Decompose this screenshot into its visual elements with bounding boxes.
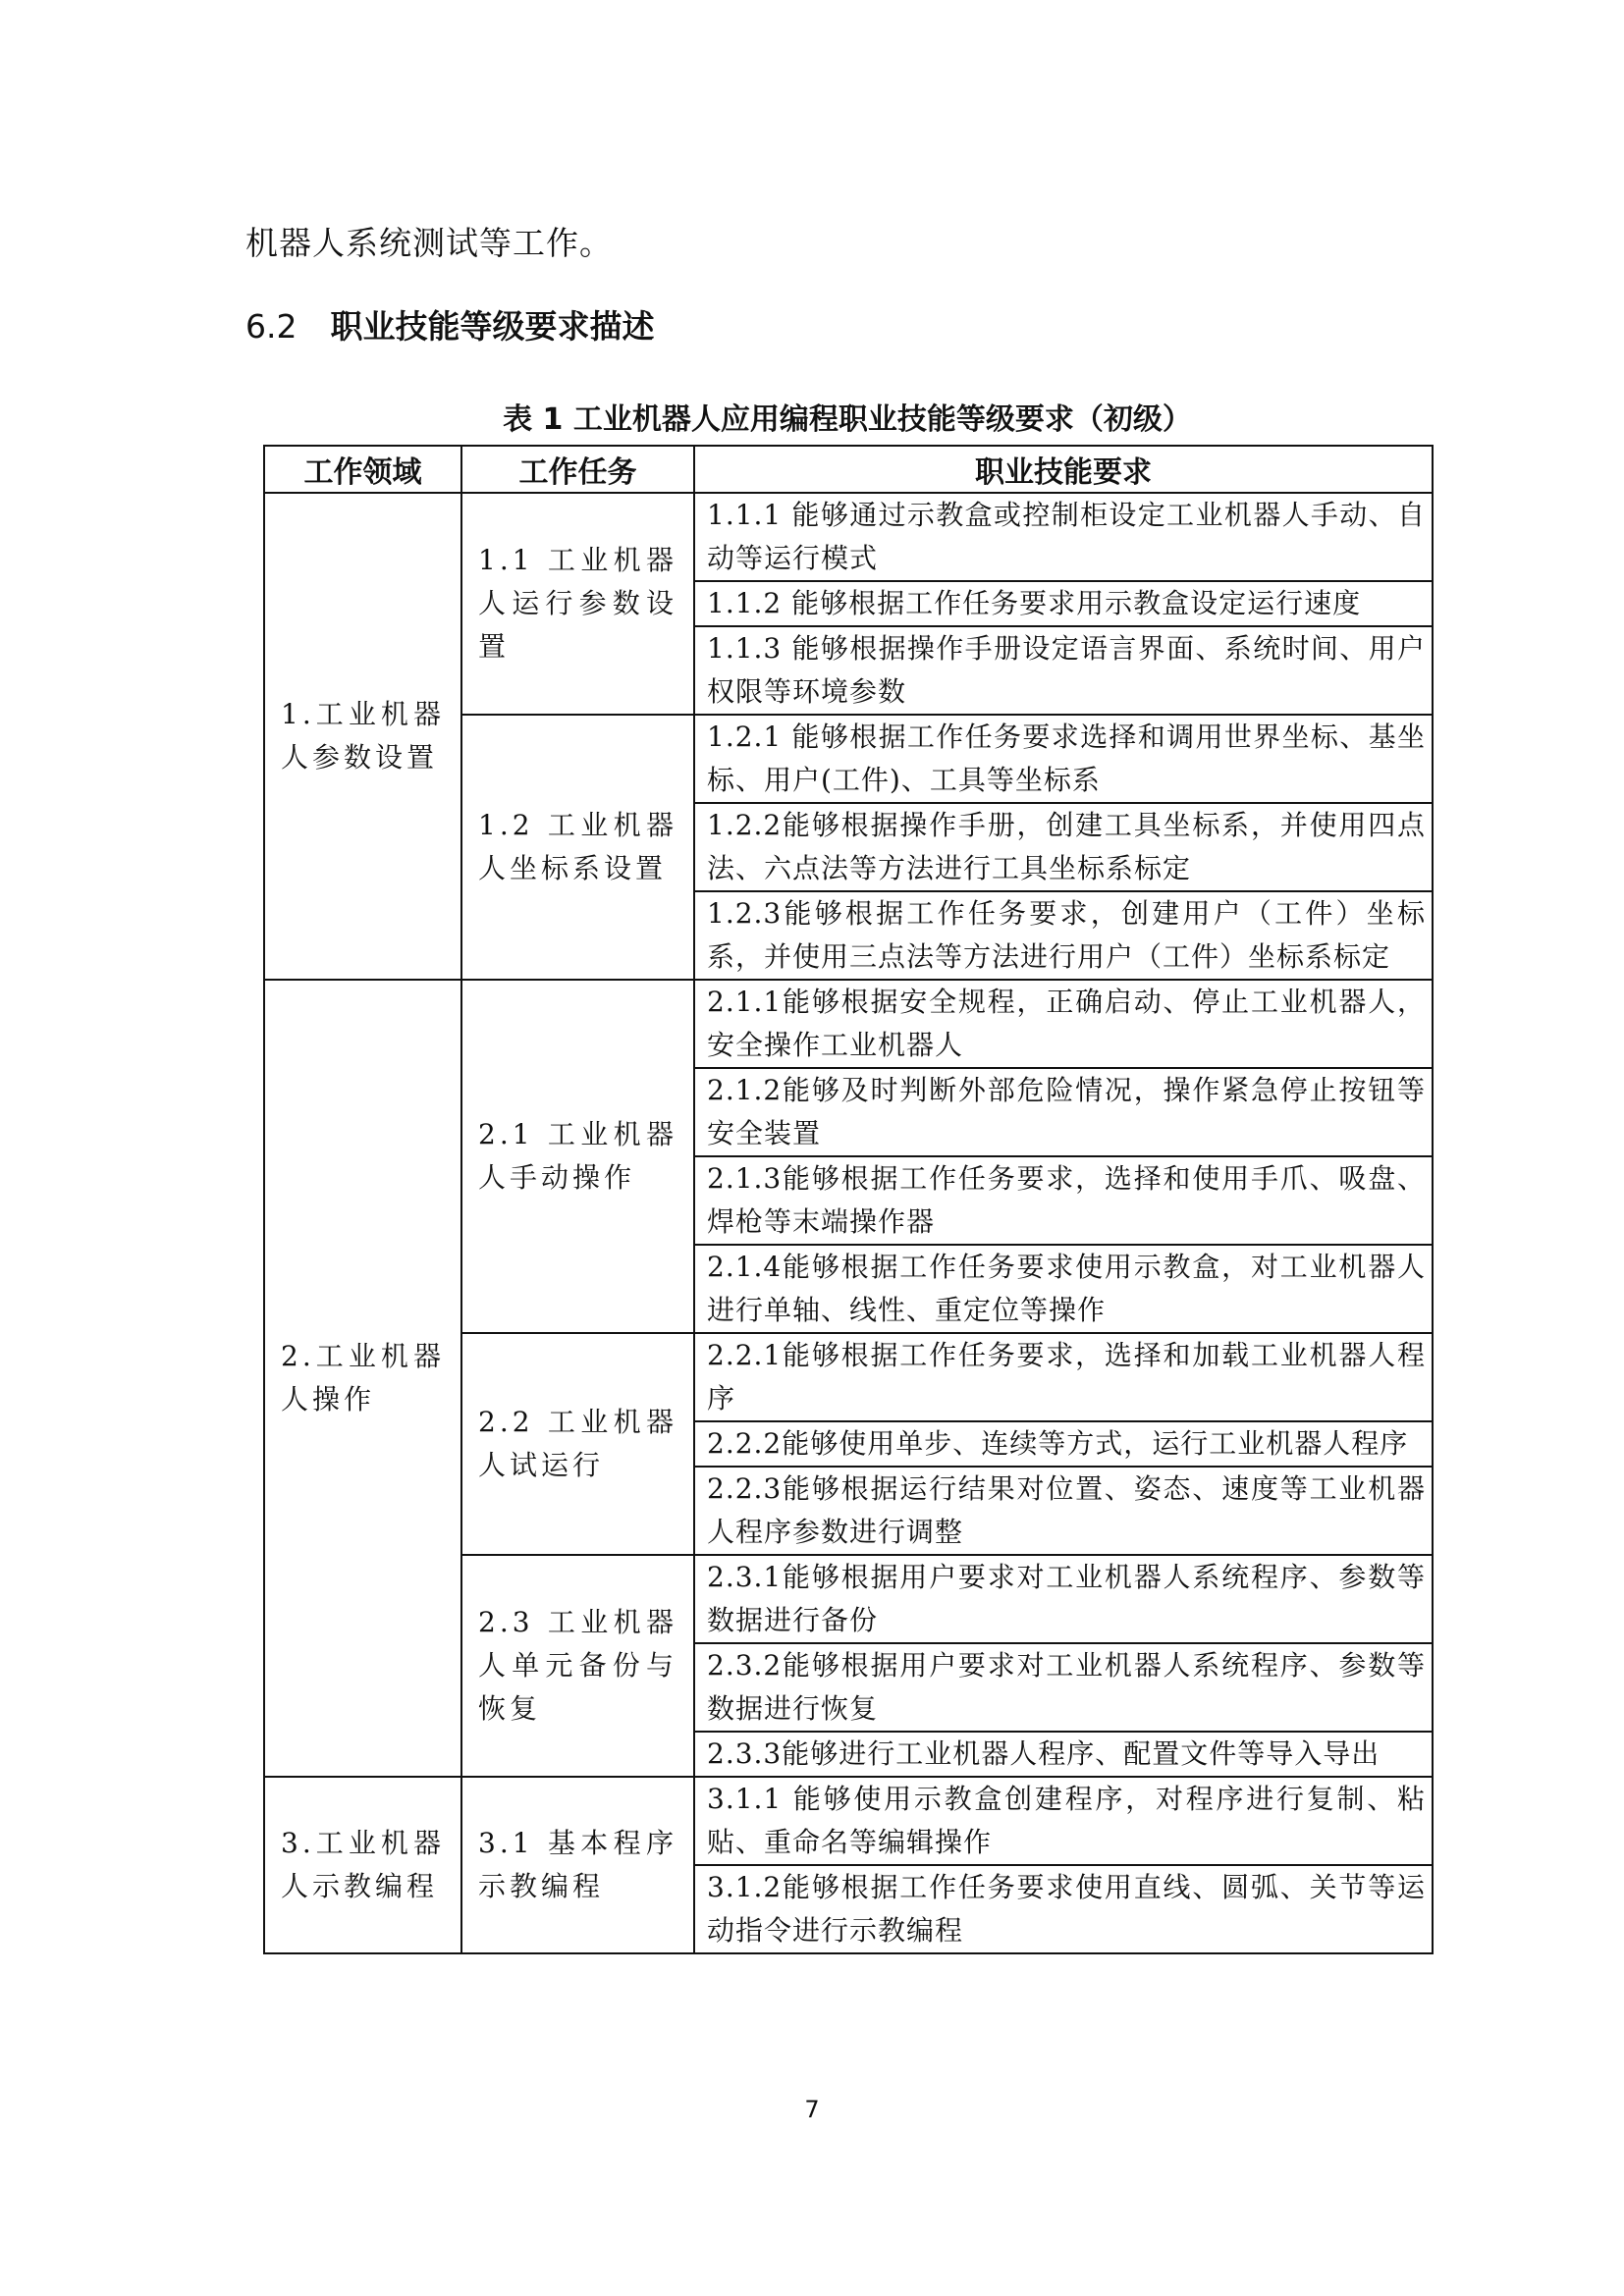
skill-requirement-cell: 2.1.1能够根据安全规程，正确启动、停止工业机器人，安全操作工业机器人 — [694, 980, 1433, 1068]
work-task-cell: 3.1 基本程序示教编程 — [461, 1777, 694, 1953]
skills-table — [263, 445, 1434, 1954]
work-domain-cell: 3.工业机器人示教编程 — [264, 1777, 461, 1953]
work-domain-cell: 2.工业机器人操作 — [264, 980, 461, 1777]
skill-requirement-cell: 1.1.3 能够根据操作手册设定语言界面、系统时间、用户权限等环境参数 — [694, 626, 1433, 715]
header-work-task: 工作任务 — [461, 446, 694, 493]
skill-requirement-cell: 1.1.1 能够通过示教盒或控制柜设定工业机器人手动、自动等运行模式 — [694, 493, 1433, 581]
skill-requirement-cell: 2.1.4能够根据工作任务要求使用示教盒，对工业机器人进行单轴、线性、重定位等操作 — [694, 1245, 1433, 1333]
section-heading — [245, 301, 654, 347]
page-number: 7 — [804, 2096, 820, 2123]
skill-requirement-cell: 3.1.1 能够使用示教盒创建程序，对程序进行复制、粘贴、重命名等编辑操作 — [694, 1777, 1433, 1865]
table-caption: 表 1 工业机器人应用编程职业技能等级要求（初级） — [503, 402, 1192, 437]
work-task-cell: 1.2 工业机器人坐标系设置 — [461, 715, 694, 980]
skill-requirement-cell: 3.1.2能够根据工作任务要求使用直线、圆弧、关节等运动指令进行示教编程 — [694, 1865, 1433, 1953]
work-task-cell: 2.1 工业机器人手动操作 — [461, 980, 694, 1333]
work-task-cell: 1.1 工业机器人运行参数设置 — [461, 493, 694, 715]
header-work-domain: 工作领域 — [264, 446, 461, 493]
header-skill-requirement: 职业技能要求 — [694, 446, 1433, 493]
skill-requirement-cell: 2.3.3能够进行工业机器人程序、配置文件等导入导出 — [694, 1732, 1433, 1777]
skill-requirement-cell: 2.2.3能够根据运行结果对位置、姿态、速度等工业机器人程序参数进行调整 — [694, 1467, 1433, 1555]
skill-requirement-cell: 2.2.2能够使用单步、连续等方式，运行工业机器人程序 — [694, 1421, 1433, 1467]
skill-requirement-cell: 1.2.3能够根据工作任务要求，创建用户（工件）坐标系，并使用三点法等方法进行用户（工件）坐标系标定 — [694, 891, 1433, 980]
skill-requirement-cell: 1.2.2能够根据操作手册，创建工具坐标系，并使用四点法、六点法等方法进行工具坐标系标定 — [694, 803, 1433, 891]
skill-requirement-cell: 1.2.1 能够根据工作任务要求选择和调用世界坐标、基坐标、用户(工件)、工具等坐标系 — [694, 715, 1433, 803]
work-task-cell: 2.3 工业机器人单元备份与恢复 — [461, 1555, 694, 1777]
section-title: 职业技能等级要求描述 — [330, 307, 655, 346]
skill-requirement-cell: 2.3.2能够根据用户要求对工业机器人系统程序、参数等数据进行恢复 — [694, 1643, 1433, 1732]
skill-requirement-cell: 2.3.1能够根据用户要求对工业机器人系统程序、参数等数据进行备份 — [694, 1555, 1433, 1643]
skill-requirement-cell: 2.2.1能够根据工作任务要求，选择和加载工业机器人程序 — [694, 1333, 1433, 1421]
table-header-row — [264, 446, 1433, 493]
table-row — [264, 1777, 1433, 1865]
work-task-cell: 2.2 工业机器人试运行 — [461, 1333, 694, 1555]
table-row — [264, 980, 1433, 1068]
skill-requirement-cell: 1.1.2 能够根据工作任务要求用示教盒设定运行速度 — [694, 581, 1433, 626]
intro-text: 机器人系统测试等工作。 — [245, 224, 613, 262]
work-domain-cell: 1.工业机器人参数设置 — [264, 493, 461, 980]
section-number: 6.2 — [245, 307, 298, 346]
skill-requirement-cell: 2.1.3能够根据工作任务要求，选择和使用手爪、吸盘、焊枪等末端操作器 — [694, 1156, 1433, 1245]
table-row — [264, 493, 1433, 581]
skill-requirement-cell: 2.1.2能够及时判断外部危险情况，操作紧急停止按钮等安全装置 — [694, 1068, 1433, 1156]
